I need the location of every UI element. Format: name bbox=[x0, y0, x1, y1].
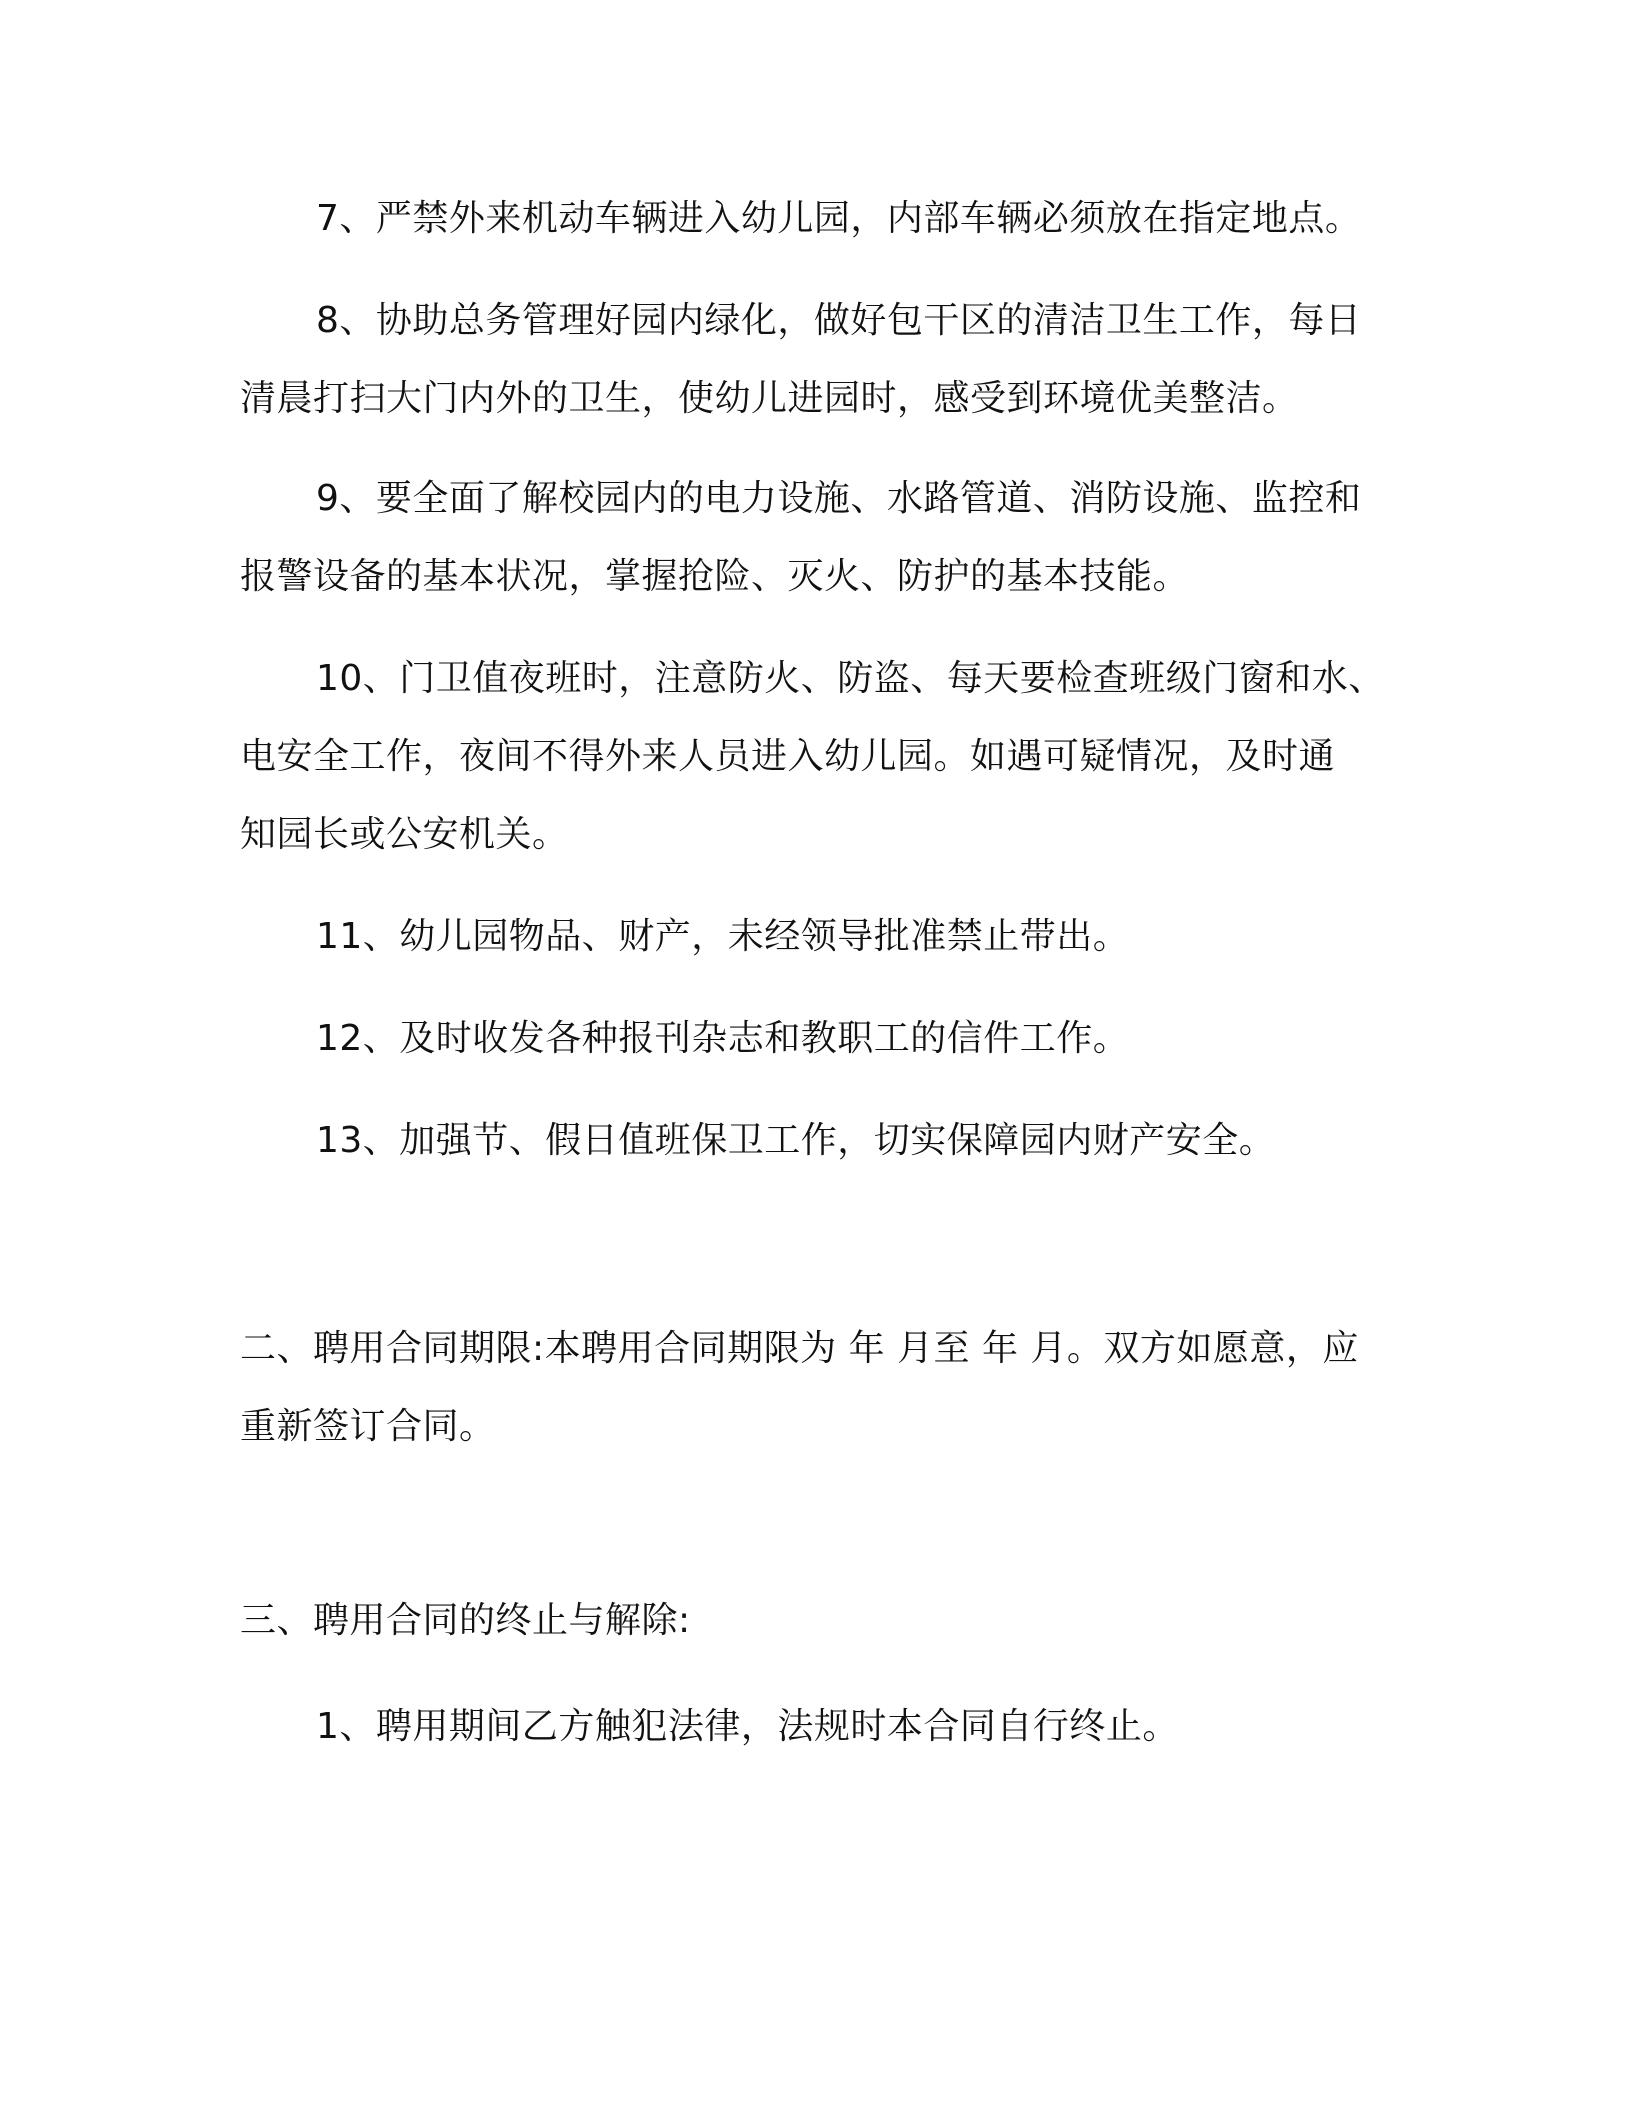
clause-12 bbox=[240, 1000, 1380, 1078]
section-3-clause-1 bbox=[240, 1688, 1380, 1766]
clause-11-line-1: 11、幼儿园物品、财产，未经领导批准禁止带出。 bbox=[316, 916, 1130, 957]
clause-13-line-1: 13、加强节、假日值班保卫工作，切实保障园内财产安全。 bbox=[316, 1120, 1276, 1161]
clause-8-line-2: 清晨打扫大门内外的卫生，使幼儿进园时，感受到环境优美整洁。 bbox=[240, 378, 1299, 419]
section-2-contract-term bbox=[240, 1310, 1380, 1466]
clause-9 bbox=[240, 460, 1380, 616]
clause-10 bbox=[240, 640, 1385, 874]
section-2-line-2: 重新签订合同。 bbox=[240, 1406, 496, 1447]
section-3-heading-text: 三、聘用合同的终止与解除: bbox=[240, 1600, 691, 1641]
clause-8 bbox=[240, 282, 1380, 438]
clause-10-line-2: 电安全工作，夜间不得外来人员进入幼儿园。如遇可疑情况，及时通 bbox=[240, 736, 1336, 777]
section-3-heading bbox=[240, 1582, 1380, 1660]
section-2-line-1: 二、聘用合同期限:本聘用合同期限为 年 月至 年 月。双方如愿意，应 bbox=[240, 1328, 1359, 1369]
clause-13 bbox=[240, 1102, 1380, 1180]
clause-9-line-1: 9、要全面了解校园内的电力设施、水路管道、消防设施、监控和 bbox=[316, 478, 1362, 519]
clause-12-line-1: 12、及时收发各种报刊杂志和教职工的信件工作。 bbox=[316, 1018, 1130, 1059]
clause-9-line-2: 报警设备的基本状况，掌握抢险、灭火、防护的基本技能。 bbox=[240, 556, 1190, 597]
clause-8-line-1: 8、协助总务管理好园内绿化，做好包干区的清洁卫生工作，每日 bbox=[316, 300, 1362, 341]
section-3-clause-1-text: 1、聘用期间乙方触犯法律，法规时本合同自行终止。 bbox=[316, 1706, 1179, 1747]
clause-10-line-3: 知园长或公安机关。 bbox=[240, 814, 569, 855]
clause-7-line-1: 7、严禁外来机动车辆进入幼儿园，内部车辆必须放在指定地点。 bbox=[316, 198, 1362, 239]
clause-11 bbox=[240, 898, 1380, 976]
clause-7 bbox=[240, 180, 1380, 258]
clause-10-line-1: 10、门卫值夜班时，注意防火、防盗、每天要检查班级门窗和水、 bbox=[316, 658, 1385, 699]
